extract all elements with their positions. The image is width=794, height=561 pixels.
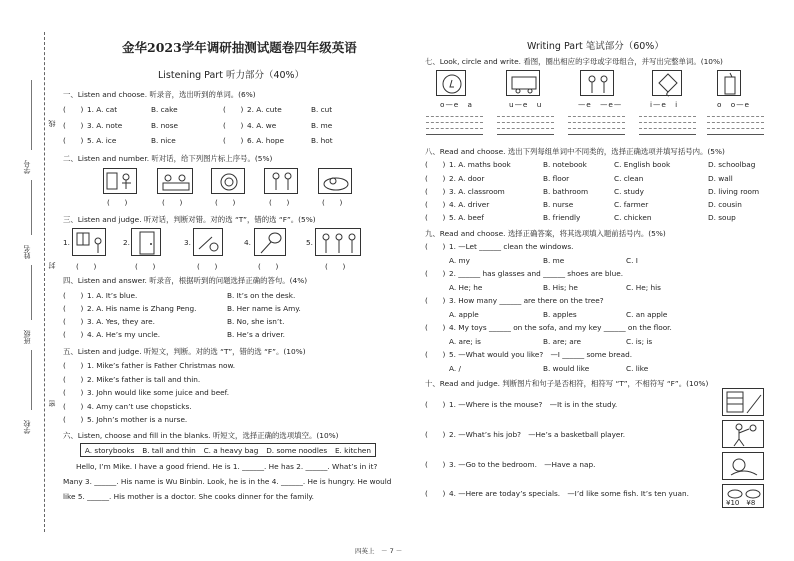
writing-line[interactable] bbox=[707, 128, 764, 129]
answer-blank[interactable]: ( ) bbox=[425, 430, 446, 439]
letters-3[interactable]: —e —e— bbox=[578, 100, 623, 109]
picture-nose bbox=[436, 70, 466, 96]
writing-line[interactable] bbox=[426, 134, 483, 135]
answer-blank[interactable]: ( ) bbox=[425, 160, 446, 169]
writing-header: Writing Part 笔试部分（60%） bbox=[527, 41, 664, 52]
answer-blank[interactable]: ( ) bbox=[425, 242, 446, 251]
letters-1[interactable]: o—e a bbox=[440, 100, 474, 109]
writing-line[interactable] bbox=[639, 128, 696, 129]
s2-blank-5[interactable]: ( ) bbox=[322, 198, 343, 207]
letters-4[interactable]: i—e i bbox=[650, 100, 679, 109]
s10-row-3: ( ) 3. —Go to the bedroom. —Have a nap. bbox=[425, 460, 596, 469]
writing-line[interactable] bbox=[568, 122, 625, 123]
s9-q5-options: A. / B. would like C. like bbox=[449, 364, 649, 373]
answer-blank[interactable]: ( ) bbox=[63, 330, 84, 339]
picture-study-mouse bbox=[722, 388, 764, 416]
section-3-title: 三、Listen and judge. 听对话，判断对错。对的选 “T”，错的选 “F”。(5%) bbox=[63, 215, 316, 224]
picture-room-window bbox=[72, 228, 106, 256]
price-label: ¥10 ¥8 bbox=[726, 499, 756, 507]
answer-blank[interactable]: ( ) bbox=[63, 375, 84, 384]
s5-row-1: ( ) 1. Mike’s father is Father Christmas now. bbox=[63, 361, 236, 370]
picture-family-room bbox=[157, 168, 193, 194]
picture-family bbox=[315, 228, 361, 256]
answer-blank[interactable]: ( ) bbox=[63, 291, 84, 300]
answer-blank[interactable]: ( ) bbox=[425, 400, 446, 409]
passage-line-1: Hello, I’m Mike. I have a good friend. He is 1. ______. He has 2. ______. What’s in it? bbox=[76, 462, 378, 471]
s9-q3-options: A. apple B. apples C. an apple bbox=[449, 310, 668, 319]
answer-blank[interactable]: ( ) bbox=[63, 304, 84, 313]
s3-num-4: 4. bbox=[244, 238, 251, 247]
picture-people-chatting bbox=[103, 168, 137, 194]
answer-blank[interactable]: ( ) bbox=[425, 174, 446, 183]
answer-blank[interactable]: ( ) bbox=[425, 296, 446, 305]
picture-bowl bbox=[211, 168, 245, 194]
s5-row-3: ( ) 3. John would like some juice and beef. bbox=[63, 388, 230, 397]
letters-2[interactable]: u—e u bbox=[509, 100, 543, 109]
margin-line-2 bbox=[31, 180, 32, 235]
passage-line-2: Many 3. ______. His name is Wu Binbin. Look, he is in the 4. ______. He is hungry. He would bbox=[63, 477, 392, 486]
listening-header: Listening Part 听力部分（40%） bbox=[158, 70, 305, 81]
picture-eating bbox=[193, 228, 223, 256]
s5-row-2: ( ) 2. Mike’s father is tall and thin. bbox=[63, 375, 201, 384]
section-9-title: 九、Read and choose. 选择正确答案，将其选项填入题前括号内。(5%) bbox=[425, 229, 666, 238]
s4-row-2: ( ) 2. A. His name is Zhang Peng. B. Her name is Amy. bbox=[63, 304, 301, 313]
writing-line[interactable] bbox=[707, 134, 764, 135]
s8-row-4: ( ) 4. A. driver B. nurse C. farmer D. cousin bbox=[425, 200, 742, 209]
s10-row-4: ( ) 4. —Here are today’s specials. —I’d like some fish. It’s ten yuan. bbox=[425, 489, 689, 498]
section-7-title: 七、Look, circle and write. 看图，圈出相应的字母或字母组合，并写出完整单词。(10%) bbox=[425, 57, 723, 66]
s8-row-5: ( ) 5. A. beef B. friendly C. chicken D. soup bbox=[425, 213, 736, 222]
section-2-title: 二、Listen and number. 听对话，给下列图片标上序号。(5%) bbox=[63, 154, 273, 163]
section-5-title: 五、Listen and judge. 听短文，判断。对的选 “T”，错的选 “F”。(10%) bbox=[63, 347, 306, 356]
s3-blank-1[interactable]: ( ) bbox=[76, 262, 97, 271]
answer-blank[interactable]: ( ) bbox=[223, 121, 244, 130]
s4-row-1: ( ) 1. A. It’s blue. B. It’s on the desk. bbox=[63, 291, 296, 300]
answer-blank[interactable]: ( ) bbox=[425, 213, 446, 222]
option-e: E. kitchen bbox=[334, 445, 372, 455]
s9-q5: ( ) 5. —What would you like? —I ______ some bread. bbox=[425, 350, 633, 359]
writing-line[interactable] bbox=[639, 134, 696, 135]
margin-line-3 bbox=[31, 265, 32, 320]
picture-kite bbox=[652, 70, 682, 96]
s10-row-1: ( ) 1. —Where is the mouse? —It is in the study. bbox=[425, 400, 618, 409]
s8-row-3: ( ) 3. A. classroom B. bathroom C. study D. living room bbox=[425, 187, 760, 196]
s3-num-1: 1. bbox=[63, 238, 70, 247]
page-title: 金华2023学年调研抽测试题卷四年级英语 bbox=[122, 40, 357, 55]
answer-blank[interactable]: ( ) bbox=[63, 402, 84, 411]
answer-blank[interactable]: ( ) bbox=[425, 187, 446, 196]
picture-bus bbox=[506, 70, 540, 96]
picture-children bbox=[264, 168, 298, 194]
answer-blank[interactable]: ( ) bbox=[63, 136, 84, 145]
writing-line[interactable] bbox=[497, 128, 554, 129]
margin-line-1 bbox=[31, 80, 32, 150]
margin-label-school: 学校 bbox=[23, 420, 31, 434]
margin-mark-line: 线 bbox=[48, 120, 56, 127]
margin-mark-secret: 密 bbox=[48, 400, 56, 407]
answer-blank[interactable]: ( ) bbox=[425, 200, 446, 209]
writing-line[interactable] bbox=[568, 116, 625, 117]
section-1-title: 一、Listen and choose. 听录音，选出听到的单词。(6%) bbox=[63, 90, 256, 99]
s3-num-5: 5. bbox=[306, 238, 313, 247]
answer-blank[interactable]: ( ) bbox=[425, 460, 446, 469]
picture-basketball-player bbox=[722, 420, 764, 448]
s1-row-3: ( ) 5. A. ice B. nice ( ) 6. A. hope B. hot bbox=[63, 136, 333, 145]
writing-line[interactable] bbox=[497, 122, 554, 123]
option-c: C. a heavy bag bbox=[203, 445, 259, 455]
s2-blank-2[interactable]: ( ) bbox=[162, 198, 183, 207]
word-bank bbox=[80, 443, 376, 457]
s3-blank-3[interactable]: ( ) bbox=[197, 262, 218, 271]
s3-blank-5[interactable]: ( ) bbox=[325, 262, 346, 271]
picture-food-plate bbox=[318, 168, 352, 194]
binding-dashed-line bbox=[44, 32, 45, 532]
margin-label-class: 班级 bbox=[23, 330, 31, 344]
writing-line[interactable] bbox=[639, 116, 696, 117]
option-a: A. storybooks bbox=[84, 445, 135, 455]
s4-row-3: ( ) 3. A. Yes, they are. B. No, she isn’t. bbox=[63, 317, 285, 326]
letters-5[interactable]: o o—e bbox=[717, 100, 751, 109]
s8-row-1: ( ) 1. A. maths book B. notebook C. English book D. schoolbag bbox=[425, 160, 756, 169]
s9-q4: ( ) 4. My toys ______ on the sofa, and my key ______ on the floor. bbox=[425, 323, 672, 332]
s10-row-2: ( ) 2. —What’s his job? —He’s a basketball player. bbox=[425, 430, 626, 439]
answer-blank[interactable]: ( ) bbox=[63, 361, 84, 370]
s9-q2: ( ) 2. ______ has glasses and ______ shoes are blue. bbox=[425, 269, 624, 278]
picture-spoon bbox=[254, 228, 286, 256]
picture-food-specials bbox=[722, 484, 764, 508]
writing-line[interactable] bbox=[639, 122, 696, 123]
option-b: B. tall and thin bbox=[142, 445, 196, 455]
answer-blank[interactable]: ( ) bbox=[223, 105, 244, 114]
s1-row-1: ( ) 1. A. cat B. cake ( ) 2. A. cute B. cut bbox=[63, 105, 333, 114]
writing-line[interactable] bbox=[497, 134, 554, 135]
s3-num-2: 2. bbox=[123, 238, 130, 247]
passage-line-3: like 5. ______. His mother is a doctor. She cooks dinner for the family. bbox=[63, 492, 315, 501]
section-6-title: 六、Listen, choose and fill in the blanks. 听短文，选择正确的选项填空。(10%) bbox=[63, 431, 339, 440]
s9-q2-options: A. He; he B. His; he C. He; his bbox=[449, 283, 661, 292]
s2-blank-4[interactable]: ( ) bbox=[269, 198, 290, 207]
picture-door bbox=[131, 228, 161, 256]
s3-blank-2[interactable]: ( ) bbox=[135, 262, 156, 271]
answer-blank[interactable]: ( ) bbox=[63, 388, 84, 397]
writing-line[interactable] bbox=[707, 116, 764, 117]
answer-blank[interactable]: ( ) bbox=[63, 317, 84, 326]
writing-line[interactable] bbox=[426, 122, 483, 123]
page-footer: 四英上 － 7 － bbox=[355, 547, 403, 555]
answer-blank[interactable]: ( ) bbox=[425, 350, 446, 359]
picture-cola bbox=[717, 70, 741, 96]
section-4-title: 四、Listen and answer. 听录音，根据听到的问题选择正确的答句。(4%) bbox=[63, 276, 308, 285]
section-10-title: 十、Read and judge. 判断图片和句子是否相符，相符写 “T”，不相符写 “F”。(10%) bbox=[425, 379, 709, 388]
s4-row-4: ( ) 4. A. He’s my uncle. B. He’s a driver. bbox=[63, 330, 285, 339]
s5-row-4: ( ) 4. Amy can’t use chopsticks. bbox=[63, 402, 192, 411]
answer-blank[interactable]: ( ) bbox=[223, 136, 244, 145]
s5-row-5: ( ) 5. John’s mother is a nurse. bbox=[63, 415, 188, 424]
answer-blank[interactable]: ( ) bbox=[425, 323, 446, 332]
s9-q3: ( ) 3. How many ______ are there on the tree? bbox=[425, 296, 604, 305]
answer-blank[interactable]: ( ) bbox=[63, 105, 84, 114]
answer-blank[interactable]: ( ) bbox=[425, 269, 446, 278]
answer-blank[interactable]: ( ) bbox=[63, 415, 84, 424]
s9-q1-options: A. my B. me C. I bbox=[449, 256, 638, 265]
s2-blank-1[interactable]: ( ) bbox=[107, 198, 128, 207]
writing-line[interactable] bbox=[707, 122, 764, 123]
s3-num-3: 3. bbox=[184, 238, 191, 247]
answer-blank[interactable]: ( ) bbox=[425, 489, 446, 498]
margin-line-4 bbox=[31, 350, 32, 410]
s1-row-2: ( ) 3. A. note B. nose ( ) 4. A. we B. me bbox=[63, 121, 333, 130]
option-d: D. some noodles bbox=[266, 445, 328, 455]
margin-mark-seal: 封 bbox=[48, 262, 56, 269]
s8-row-2: ( ) 2. A. door B. floor C. clean D. wall bbox=[425, 174, 733, 183]
margin-label-name: 姓名 bbox=[23, 245, 31, 259]
s3-blank-4[interactable]: ( ) bbox=[258, 262, 279, 271]
margin-label-student-number: 学号 bbox=[23, 160, 31, 174]
answer-blank[interactable]: ( ) bbox=[63, 121, 84, 130]
writing-line[interactable] bbox=[426, 128, 483, 129]
s9-q4-options: A. are; is B. are; are C. is; is bbox=[449, 337, 653, 346]
writing-line[interactable] bbox=[426, 116, 483, 117]
s2-blank-3[interactable]: ( ) bbox=[215, 198, 236, 207]
section-8-title: 八、Read and choose. 选出下列每组单词中不同类的，选择正确选项并填写括号内。(5%) bbox=[425, 147, 725, 156]
writing-line[interactable] bbox=[568, 128, 625, 129]
picture-girl-nap bbox=[722, 452, 764, 480]
picture-kids bbox=[580, 70, 614, 96]
s9-q1: ( ) 1. —Let ______ clean the windows. bbox=[425, 242, 574, 251]
binding-margin bbox=[0, 0, 58, 561]
writing-line[interactable] bbox=[497, 116, 554, 117]
writing-line[interactable] bbox=[568, 134, 625, 135]
